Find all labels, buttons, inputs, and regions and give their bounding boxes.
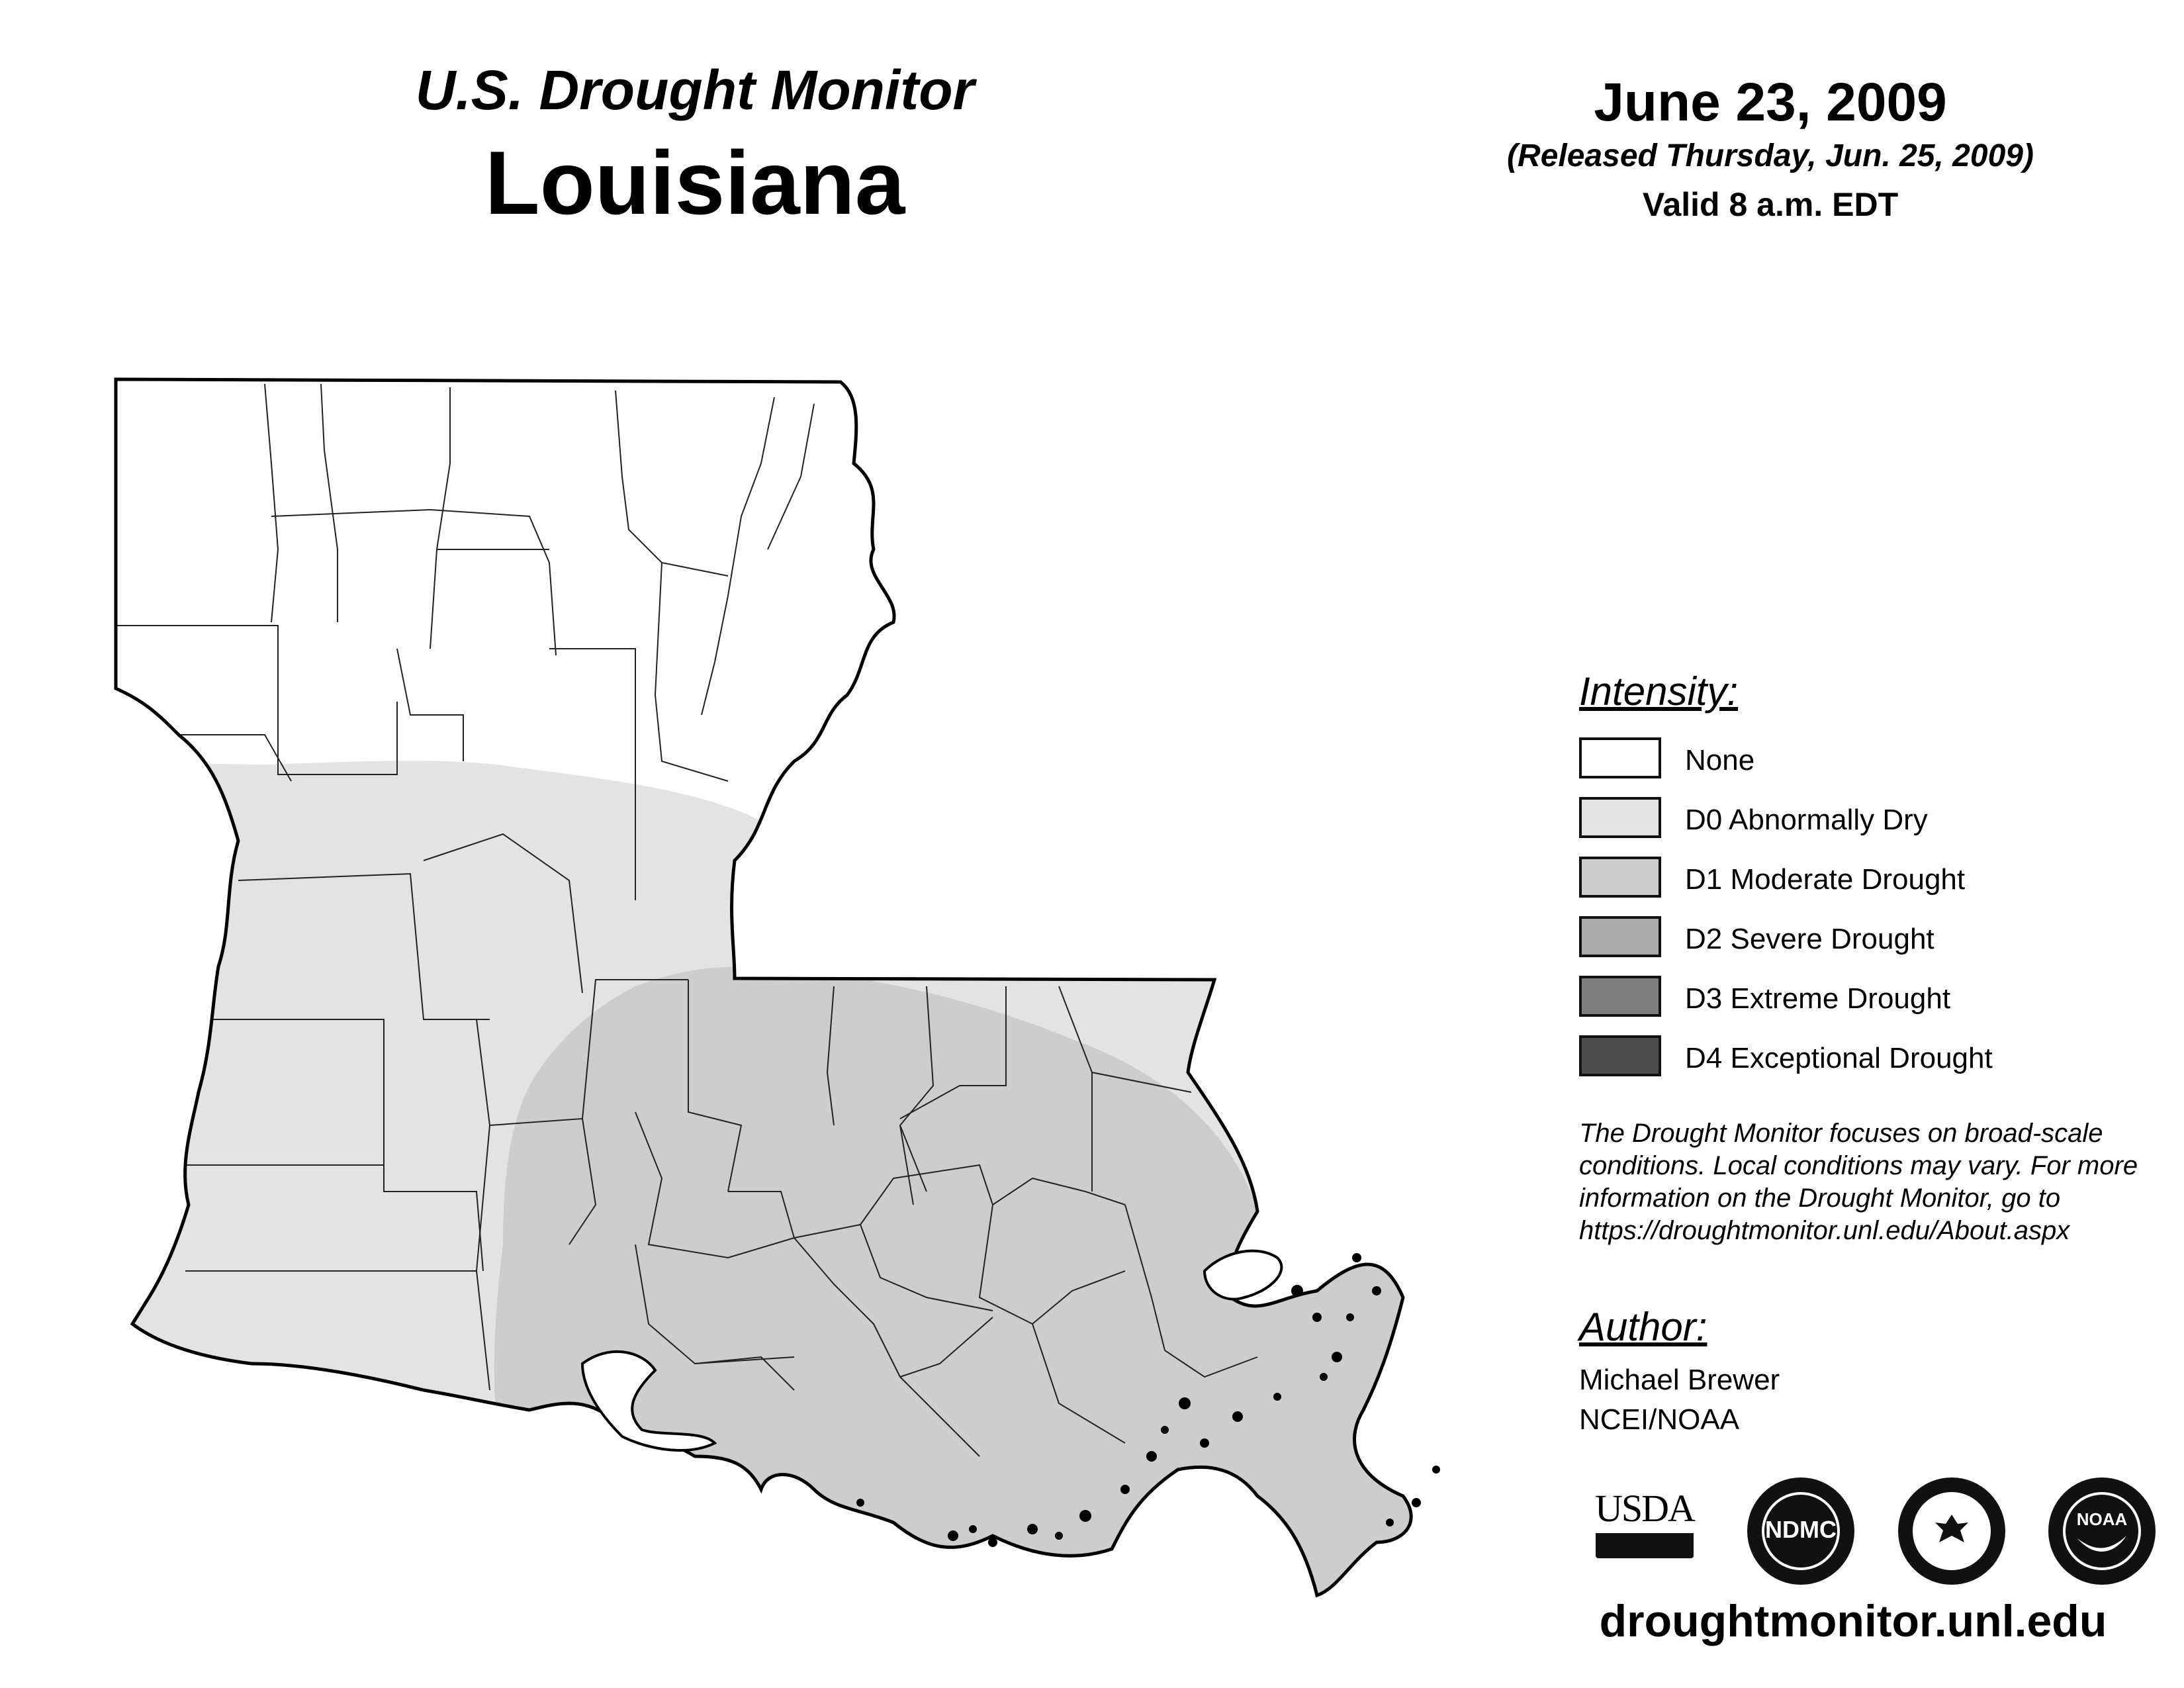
legend-label: D0 Abnormally Dry	[1685, 804, 1928, 836]
release-date: (Released Thursday, Jun. 25, 2009)	[1507, 138, 2034, 173]
eagle-icon	[1931, 1511, 1972, 1552]
author-org: NCEI/NOAA	[1579, 1403, 1740, 1436]
author-name: Michael Brewer	[1579, 1364, 1780, 1396]
map-title: Louisiana	[484, 132, 905, 233]
usda-logo	[1592, 1486, 1698, 1559]
noaa-logo-text: NOAA	[2076, 1509, 2128, 1529]
legend-label: D1 Moderate Drought	[1685, 863, 1966, 896]
legend-swatch	[1579, 797, 1661, 838]
author-title: Author:	[1579, 1305, 1707, 1349]
legend-swatch	[1579, 916, 1661, 957]
legend-label: None	[1685, 744, 1755, 776]
noaa-logo	[2048, 1477, 2156, 1585]
footer-url[interactable]: droughtmonitor.unl.edu	[1599, 1596, 2107, 1646]
legend-swatch	[1579, 1035, 1661, 1076]
legend-label: D3 Extreme Drought	[1685, 982, 1951, 1015]
valid-time: Valid 8 a.m. EDT	[1642, 186, 1899, 223]
map-date: June 23, 2009	[1594, 72, 1947, 132]
legend-swatch	[1579, 857, 1661, 898]
map-subtitle: U.S. Drought Monitor	[415, 59, 975, 121]
legend-swatch	[1579, 976, 1661, 1017]
drought-monitor-note: The Drought Monitor focuses on broad-scale conditions. Local conditions may vary. For more information on the Drought Monitor, go to https://droughtmonitor.unl.edu/About.aspx	[1579, 1119, 2138, 1245]
legend-title: Intensity:	[1579, 669, 1739, 714]
ndmc-logo-text: NDMC	[1765, 1516, 1837, 1543]
legend-label: D2 Severe Drought	[1685, 923, 1934, 955]
doc-seal-logo	[1898, 1477, 2005, 1585]
legend-label: D4 Exceptional Drought	[1685, 1042, 1993, 1074]
ndmc-logo	[1747, 1477, 1854, 1585]
bird-icon	[2075, 1532, 2129, 1558]
usda-logo-text: USDA	[1595, 1487, 1694, 1530]
legend-swatch	[1579, 737, 1661, 778]
